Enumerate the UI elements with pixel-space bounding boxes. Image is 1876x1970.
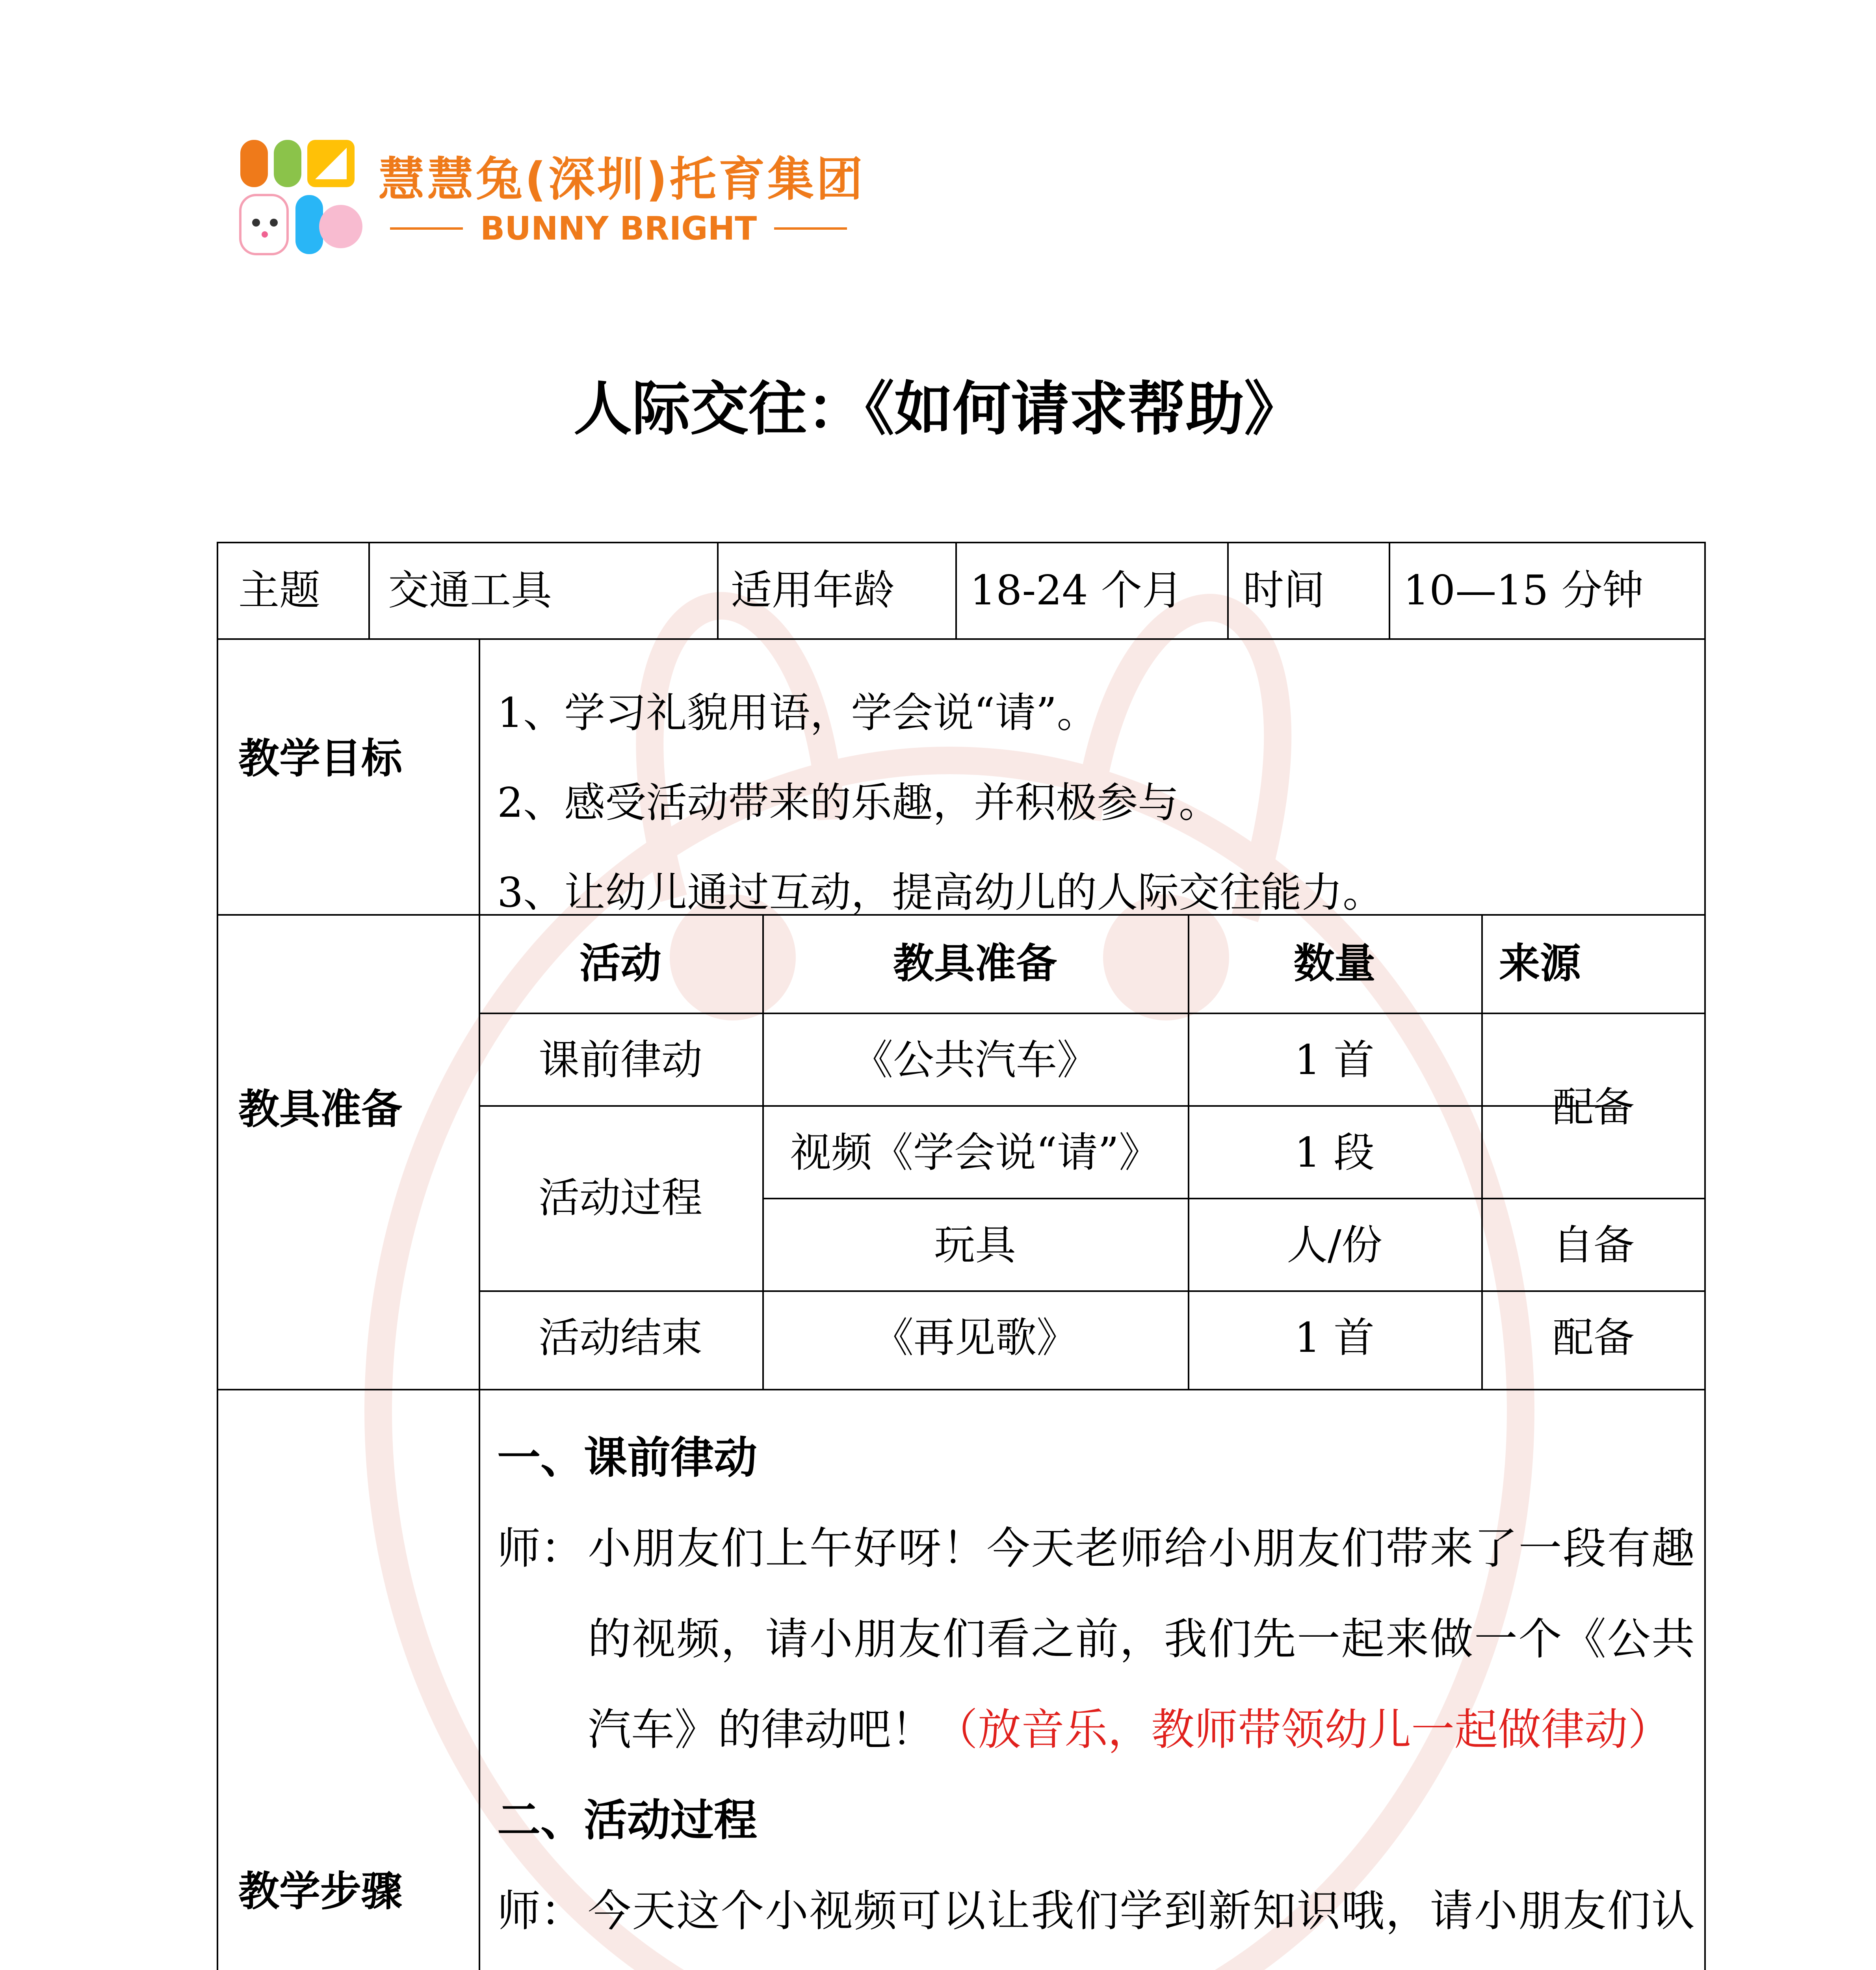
materials-label: 教具准备 (238, 1085, 403, 1133)
materials-item: 《公共汽车》 (852, 1036, 1098, 1084)
theme-value: 交通工具 (388, 566, 552, 614)
materials-activity: 活动结束 (538, 1314, 702, 1362)
materials-source: 配备 (1552, 1314, 1635, 1362)
age-value: 18-24 个月 (970, 566, 1183, 614)
brand-name-cn: 慧慧兔(深圳)托育集团 (378, 152, 865, 206)
steps-label: 教学步骤 (238, 1867, 403, 1915)
col-divider (1389, 542, 1390, 638)
materials-activity: 课前律动 (538, 1036, 702, 1084)
objectives-label: 教学目标 (238, 734, 403, 782)
objective-item: 3、让幼儿通过互动，提高幼儿的人际交往能力。 (497, 868, 1384, 916)
paragraph-line: 今天这个小视频可以让我们学到新知识哦，请小朋友们认 (588, 1886, 1695, 1936)
materials-row-divider (479, 1105, 1621, 1107)
teacher-paragraph (497, 1503, 1695, 1775)
brand-rule-right (774, 227, 847, 230)
bunny-logo-icon (236, 136, 362, 262)
col-divider (368, 542, 370, 638)
materials-header-activity: 活动 (579, 939, 661, 987)
materials-source-merged: 配备 (1552, 1083, 1635, 1131)
theme-label: 主题 (238, 566, 321, 614)
materials-qty: 1 首 (1294, 1036, 1375, 1084)
materials-header-divider (479, 1013, 1706, 1014)
materials-source: 自备 (1552, 1221, 1635, 1269)
age-label: 适用年龄 (731, 566, 895, 614)
materials-qty: 1 首 (1294, 1314, 1375, 1362)
speaker-label: 师： (497, 1523, 584, 1574)
label-col-divider (479, 638, 480, 1970)
paragraph-line: 小朋友们上午好呀！今天老师给小朋友们带来了一段有趣 (588, 1523, 1695, 1574)
objective-item: 1、学习礼貌用语，学会说“请”。 (497, 689, 1098, 737)
materials-item: 视频《学会说“请”》 (790, 1128, 1160, 1176)
time-value: 10—15 分钟 (1403, 566, 1644, 614)
stage-direction: （放音乐，教师带领幼儿一起做律动） (934, 1704, 1671, 1755)
paragraph-text: 汽车》的律动吧！ (588, 1704, 934, 1755)
brand-rule-left (390, 227, 463, 230)
paragraph-line: 的视频，请小朋友们看之前，我们先一起来做一个《公共 (588, 1614, 1695, 1664)
col-divider (717, 542, 719, 638)
time-label: 时间 (1243, 566, 1325, 614)
section-heading: 二、活动过程 (497, 1795, 757, 1845)
speaker-label: 师： (497, 1886, 584, 1936)
brand-name-en: BUNNY BRIGHT (480, 210, 757, 247)
materials-qty: 人/份 (1286, 1221, 1383, 1269)
paragraph-line (588, 1956, 1695, 1970)
materials-row-divider (762, 1198, 1706, 1199)
objective-item: 2、感受活动带来的乐趣，并积极参与。 (497, 779, 1220, 827)
teacher-paragraph (497, 1866, 1695, 1970)
page-title: 人际交往：《如何请求帮助》 (574, 374, 1302, 443)
col-divider (955, 542, 957, 638)
materials-header-qty: 数量 (1293, 939, 1376, 987)
row-divider (217, 638, 1706, 640)
materials-row-divider (479, 1290, 1706, 1292)
materials-activity: 活动过程 (538, 1174, 702, 1222)
col-divider (1227, 542, 1229, 638)
section-heading: 一、课前律动 (497, 1432, 757, 1483)
teaching-steps (497, 1412, 1695, 1970)
materials-item: 《再见歌》 (872, 1314, 1077, 1362)
materials-qty: 1 段 (1294, 1128, 1375, 1176)
table-border-left (217, 542, 218, 1970)
materials-header-item: 教具准备 (893, 939, 1057, 987)
table-border-top (217, 542, 1706, 543)
paragraph-line (588, 1684, 1695, 1775)
materials-item: 玩具 (934, 1221, 1016, 1269)
materials-header-source: 来源 (1499, 939, 1581, 987)
brand-name-en-row (390, 207, 847, 250)
row-divider (217, 1389, 1706, 1390)
